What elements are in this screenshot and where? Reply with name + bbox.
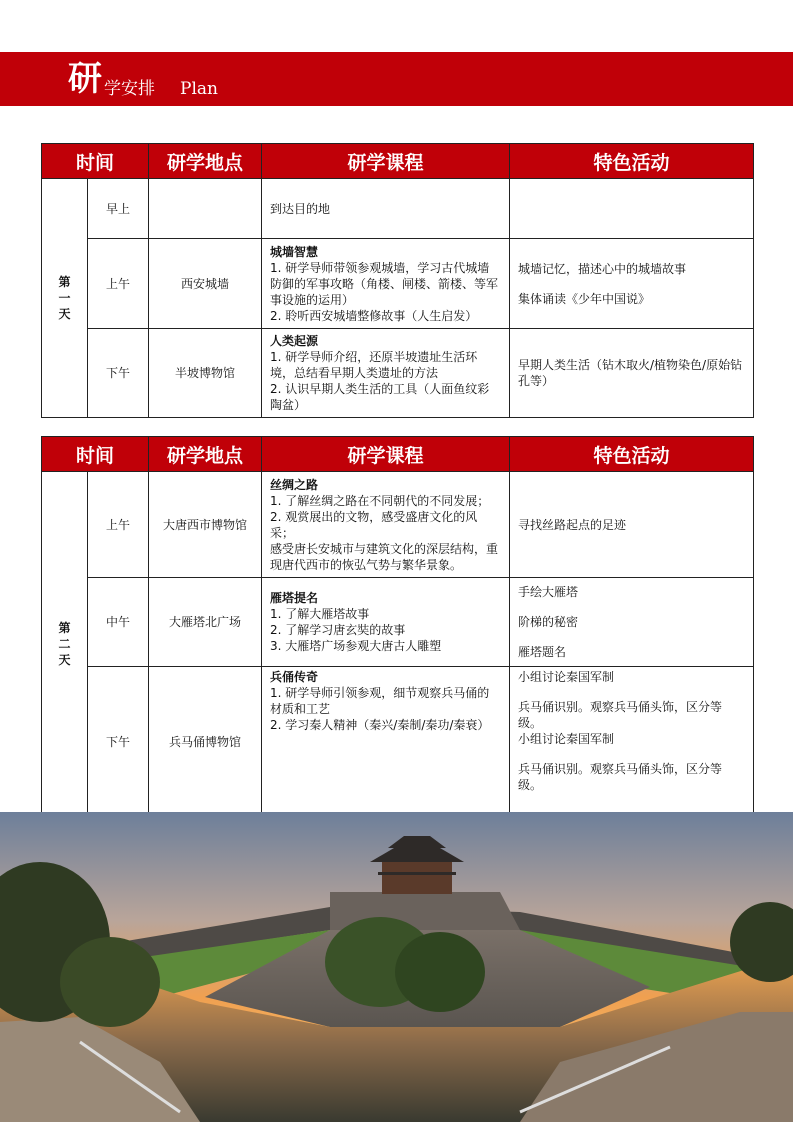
course-cell: 雁塔提名 1. 了解大雁塔故事 2. 了解学习唐玄奘的故事 3. 大雁塔广场参观大唐古人雕塑 [262,578,510,667]
course-title: 兵俑传奇 [270,670,319,684]
course-title: 雁塔提名 [270,591,319,605]
activity-cell: 小组讨论秦国军制 兵马俑识别。观察兵马俑头饰，区分等级。 小组讨论秦国军制 兵马俑识别。观察兵马俑头饰，区分等级。 [510,667,754,817]
col-header-activity: 特色活动 [510,437,754,472]
table-row [42,578,754,667]
table-header-row [42,437,754,472]
city-wall-photo [0,812,793,1122]
table-row [42,179,754,239]
place-cell [149,179,262,239]
course-cell: 人类起源 1. 研学导师介绍，还原半坡遗址生活环境，总结看早期人类遗址的方法 2. 认识早期人类生活的工具（人面鱼纹彩陶盆） [262,329,510,418]
course-title: 人类起源 [270,334,319,348]
activity-cell: 寻找丝路起点的足迹 [510,472,754,578]
course-cell: 城墙智慧 1. 研学导师带领参观城墙，学习古代城墙防御的军事攻略（角楼、闸楼、箭楼、等军事设施的运用） 2. 聆听西安城墙整修故事（人生启发） [262,239,510,329]
time-cell: 早上 [88,179,149,239]
title-text: 学安排 [104,79,155,99]
col-header-course: 研学课程 [262,144,510,179]
table-row [42,329,754,418]
place-cell: 半坡博物馆 [149,329,262,418]
place-cell: 兵马俑博物馆 [149,667,262,817]
title-english: Plan [180,79,218,99]
activity-cell: 早期人类生活（钻木取火/植物染色/原始钻孔等） [510,329,754,418]
activity-cell: 城墙记忆，描述心中的城墙故事 集体诵读《少年中国说》 [510,239,754,329]
table-row [42,472,754,578]
schedule-table-day-1 [41,143,754,418]
activity-cell: 手绘大雁塔 阶梯的秘密 雁塔题名 [510,578,754,667]
col-header-place: 研学地点 [149,437,262,472]
table-row [42,239,754,329]
place-cell: 西安城墙 [149,239,262,329]
course-cell: 兵俑传奇 1. 研学导师引领参观，细节观察兵马俑的材质和工艺 2. 学习秦人精神（秦兴/秦制/秦功/秦衰） [262,667,510,817]
course-cell: 丝绸之路 1. 了解丝绸之路在不同朝代的不同发展； 2. 观赏展出的文物，感受盛唐文化的风采； 感受唐长安城市与建筑文化的深层结构，重现唐代西市的恢弘气势与繁华景象。 [262,472,510,578]
activity-cell [510,179,754,239]
place-cell: 大雁塔北广场 [149,578,262,667]
course-cell: 到达目的地 [262,179,510,239]
col-header-time: 时间 [42,144,149,179]
place-cell: 大唐西市博物馆 [149,472,262,578]
course-title: 城墙智慧 [270,244,319,259]
col-header-time: 时间 [42,437,149,472]
schedule-table-day-2 [41,436,754,817]
title-big-char: 研 [68,59,102,99]
time-cell: 上午 [88,239,149,329]
table-row [42,667,754,817]
col-header-place: 研学地点 [149,144,262,179]
table-header-row [42,144,754,179]
col-header-activity: 特色活动 [510,144,754,179]
time-cell: 上午 [88,472,149,578]
col-header-course: 研学课程 [262,437,510,472]
time-cell: 中午 [88,578,149,667]
day-label: 第 二 天 [42,472,88,817]
time-cell: 下午 [88,667,149,817]
course-title: 丝绸之路 [270,477,319,492]
day-label: 第 一 天 [42,179,88,418]
title-banner [0,52,793,106]
time-cell: 下午 [88,329,149,418]
